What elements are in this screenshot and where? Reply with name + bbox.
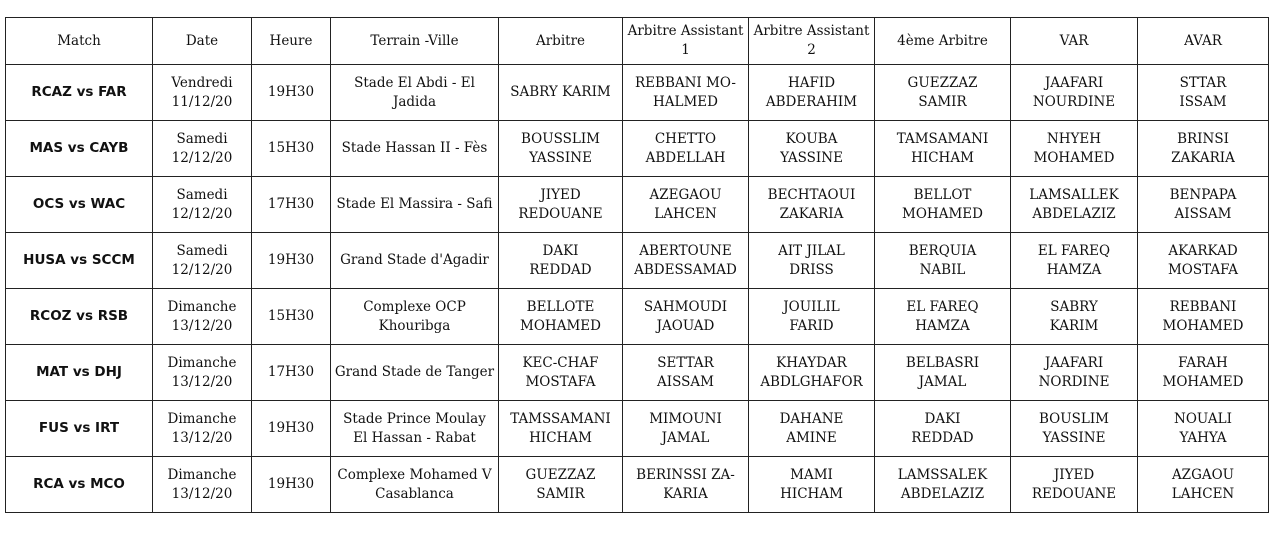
assistant-1-cell-line: ABDELLAH: [645, 149, 726, 166]
assistant-1-cell-line: SAHMOUDI: [643, 298, 728, 315]
assistant-1-cell-line: MIMOUNI: [649, 410, 722, 427]
table-row: [6, 401, 1269, 457]
assistant-2-cell-line: DRISS: [789, 261, 834, 278]
referee-cell: [499, 233, 623, 289]
header-var: VAR: [1011, 18, 1138, 65]
date-cell-line: 13/12/20: [171, 317, 233, 334]
assistant-1-cell-line: REBBANI MO-: [635, 74, 736, 91]
referee-cell-line: REDOUANE: [518, 205, 603, 222]
date-cell-line: 11/12/20: [171, 93, 233, 110]
var-cell-line: ABDELAZIZ: [1032, 205, 1116, 222]
fourth-official-cell-line: SAMIR: [918, 93, 967, 110]
assistant-2-cell: [749, 289, 875, 345]
fourth-official-cell-line: REDDAD: [911, 429, 974, 446]
assistant-2-cell-line: KHAYDAR: [776, 354, 847, 371]
var-cell-line: SABRY: [1050, 298, 1098, 315]
assistant-2-cell-line: BECHTAOUI: [767, 186, 856, 203]
venue-cell-line: Complexe OCP: [363, 298, 466, 315]
hour-cell: 17H30: [252, 177, 331, 233]
var-cell-line: KARIM: [1049, 317, 1099, 334]
var-cell-line: NHYEH: [1046, 130, 1102, 147]
var-cell-line: YASSINE: [1042, 429, 1106, 446]
date-cell-line: 13/12/20: [171, 429, 233, 446]
var-cell-line: NORDINE: [1038, 373, 1110, 390]
var-cell: [1011, 177, 1138, 233]
avar-cell-line: REBBANI: [1169, 298, 1237, 315]
referee-cell-line: REDDAD: [529, 261, 592, 278]
header-arbitre: Arbitre: [499, 18, 623, 65]
header-assistant-2-line2: 2: [807, 42, 816, 58]
venue-cell-line: Grand Stade de Tanger: [334, 364, 495, 380]
hour-cell: 15H30: [252, 121, 331, 177]
date-cell: [153, 457, 252, 513]
fourth-official-cell: [875, 401, 1011, 457]
fourth-official-cell: [875, 289, 1011, 345]
var-cell: [1011, 401, 1138, 457]
var-cell-line: REDOUANE: [1031, 485, 1117, 502]
avar-cell-line: BRINSI: [1177, 130, 1229, 147]
avar-cell-line: MOHAMED: [1162, 317, 1244, 334]
hour-cell: 19H30: [252, 457, 331, 513]
header-assistant-2: [749, 18, 875, 65]
var-cell-line: JAAFARI: [1044, 74, 1104, 91]
assistant-1-cell-line: LAHCEN: [654, 205, 717, 222]
assistant-1-cell-line: AISSAM: [657, 373, 714, 390]
var-cell: [1011, 289, 1138, 345]
var-cell-line: JAAFARI: [1044, 354, 1104, 371]
match-cell: FUS vs IRT: [6, 401, 153, 457]
date-cell: [153, 289, 252, 345]
assistant-1-cell-line: KARIA: [663, 485, 708, 502]
venue-cell-line: Stade El Abdi - El Jadida: [354, 74, 475, 110]
table-row: [6, 289, 1269, 345]
avar-cell-line: MOSTAFA: [1167, 261, 1239, 278]
assistant-2-cell-line: FARID: [789, 317, 834, 334]
assistant-2-cell-line: AIT JILAL: [778, 242, 845, 259]
assistant-2-cell: [749, 121, 875, 177]
assistant-1-cell-line: BERINSSI ZA-: [636, 466, 735, 483]
match-cell: MAT vs DHJ: [6, 345, 153, 401]
hour-cell: 19H30: [252, 233, 331, 289]
header-assistant-1-line1: Arbitre Assistant: [627, 23, 744, 39]
var-cell: [1011, 65, 1138, 121]
assistant-2-cell: [749, 177, 875, 233]
avar-cell: [1138, 401, 1269, 457]
referee-cell-line: JIYED: [540, 186, 581, 203]
header-terrain: Terrain -Ville: [331, 18, 499, 65]
referee-cell-line: YASSINE: [529, 149, 592, 166]
avar-cell-line: MOHAMED: [1162, 373, 1244, 390]
fourth-official-cell-line: HICHAM: [911, 149, 974, 166]
date-cell-line: 12/12/20: [171, 261, 233, 278]
assistant-1-cell: [623, 457, 749, 513]
venue-cell-line: Grand Stade d'Agadir: [340, 252, 489, 268]
avar-cell: [1138, 65, 1269, 121]
assistant-2-cell-line: MAMI: [790, 466, 833, 483]
avar-cell-line: YAHYA: [1179, 429, 1227, 446]
avar-cell-line: NOUALI: [1174, 410, 1232, 427]
avar-cell: [1138, 233, 1269, 289]
assistant-1-cell: [623, 345, 749, 401]
header-assistant-1-line2: 1: [681, 42, 690, 58]
header-assistant-2-line1: Arbitre Assistant: [753, 23, 870, 39]
assistant-1-cell: [623, 401, 749, 457]
header-date: Date: [153, 18, 252, 65]
assistant-1-cell: [623, 233, 749, 289]
assistant-2-cell-line: KOUBA: [785, 130, 838, 147]
date-cell-line: Samedi: [176, 130, 228, 147]
venue-cell-line: Khouribga: [378, 317, 451, 334]
var-cell-line: HAMZA: [1046, 261, 1102, 278]
var-cell-line: EL FAREQ: [1037, 242, 1111, 259]
table-row: [6, 121, 1269, 177]
match-cell: RCA vs MCO: [6, 457, 153, 513]
referee-cell: [499, 177, 623, 233]
hour-cell: 19H30: [252, 401, 331, 457]
fourth-official-cell-line: EL FAREQ: [906, 298, 979, 315]
var-cell-line: LAMSALLEK: [1029, 186, 1119, 203]
assistant-1-cell-line: ABERTOUNE: [639, 242, 732, 259]
date-cell-line: Samedi: [176, 186, 228, 203]
avar-cell: [1138, 457, 1269, 513]
referee-cell-line: BOUSSLIM: [521, 130, 600, 147]
var-cell: [1011, 457, 1138, 513]
referee-cell-line: SABRY KARIM: [510, 84, 611, 100]
var-cell: [1011, 233, 1138, 289]
fourth-official-cell-line: HAMZA: [915, 317, 970, 334]
fourth-official-cell: [875, 177, 1011, 233]
date-cell-line: 12/12/20: [171, 205, 233, 222]
var-cell: [1011, 345, 1138, 401]
avar-cell-line: AISSAM: [1174, 205, 1232, 222]
venue-cell-line: Stade El Massira - Safi: [336, 196, 493, 212]
table-row: [6, 177, 1269, 233]
referee-cell: [499, 345, 623, 401]
fourth-official-cell-line: LAMSSALEK: [897, 466, 988, 483]
venue-cell: [331, 289, 499, 345]
var-cell-line: MOHAMED: [1033, 149, 1115, 166]
fourth-official-cell: [875, 233, 1011, 289]
avar-cell-line: LAHCEN: [1171, 485, 1235, 502]
referee-cell: [499, 65, 623, 121]
date-cell-line: Vendredi: [171, 74, 233, 91]
avar-cell-line: FARAH: [1178, 354, 1228, 371]
assistant-1-cell-line: JAOUAD: [656, 317, 715, 334]
fourth-official-cell-line: ABDELAZIZ: [900, 485, 985, 502]
date-cell: [153, 121, 252, 177]
assistant-2-cell-line: ABDERAHIM: [765, 93, 858, 110]
date-cell: [153, 233, 252, 289]
date-cell-line: 12/12/20: [171, 149, 233, 166]
assistant-2-cell-line: HICHAM: [780, 485, 843, 502]
var-cell-line: JIYED: [1053, 466, 1095, 483]
avar-cell-line: AKARKAD: [1168, 242, 1238, 259]
assistant-2-cell: [749, 345, 875, 401]
venue-cell: [331, 233, 499, 289]
avar-cell-line: ZAKARIA: [1171, 149, 1235, 166]
fourth-official-cell-line: GUEZZAZ: [907, 74, 978, 91]
assistant-1-cell: [623, 121, 749, 177]
assistant-2-cell-line: DAHANE: [779, 410, 844, 427]
referee-cell: [499, 121, 623, 177]
date-cell-line: Dimanche: [167, 298, 237, 315]
fourth-official-cell-line: BELBASRI: [905, 354, 980, 371]
venue-cell: [331, 177, 499, 233]
assistant-1-cell-line: ABDESSAMAD: [634, 261, 737, 278]
header-assistant-1: [623, 18, 749, 65]
date-cell-line: Dimanche: [167, 466, 237, 483]
referee-cell-line: GUEZZAZ: [525, 466, 596, 483]
date-cell-line: Dimanche: [167, 354, 237, 371]
assistant-1-cell-line: AZEGAOU: [649, 186, 722, 203]
fourth-official-cell: [875, 345, 1011, 401]
var-cell-line: BOUSLIM: [1039, 410, 1109, 427]
date-cell-line: Dimanche: [167, 410, 237, 427]
assistant-2-cell-line: ABDLGHAFOR: [760, 373, 863, 390]
table-row: [6, 457, 1269, 513]
venue-cell-line: Casablanca: [375, 485, 454, 502]
referee-cell-line: BELLOTE: [526, 298, 595, 315]
date-cell-line: 13/12/20: [171, 485, 233, 502]
referee-cell-line: DAKI: [542, 242, 579, 259]
avar-cell: [1138, 121, 1269, 177]
referee-cell: [499, 289, 623, 345]
assistant-1-cell-line: HALMED: [653, 93, 718, 110]
assistant-2-cell-line: AMINE: [786, 429, 837, 446]
assistant-1-cell-line: JAMAL: [661, 429, 710, 446]
avar-cell-line: STTAR: [1179, 74, 1227, 91]
fourth-official-cell-line: MOHAMED: [902, 205, 983, 222]
table-row: [6, 233, 1269, 289]
referee-cell-line: KEC-CHAF: [522, 354, 599, 371]
venue-cell: [331, 401, 499, 457]
match-cell: MAS vs CAYB: [6, 121, 153, 177]
assistant-1-cell: [623, 289, 749, 345]
date-cell: [153, 401, 252, 457]
date-cell-line: Samedi: [176, 242, 228, 259]
referee-schedule-table: [5, 17, 1269, 513]
avar-cell: [1138, 345, 1269, 401]
fourth-official-cell-line: JAMAL: [918, 373, 967, 390]
avar-cell: [1138, 177, 1269, 233]
fourth-official-cell-line: DAKI: [924, 410, 961, 427]
match-cell: RCAZ vs FAR: [6, 65, 153, 121]
var-cell-line: NOURDINE: [1032, 93, 1116, 110]
header-avar: AVAR: [1138, 18, 1269, 65]
fourth-official-cell-line: BERQUIA: [908, 242, 977, 259]
match-cell: RCOZ vs RSB: [6, 289, 153, 345]
date-cell: [153, 65, 252, 121]
venue-cell: [331, 345, 499, 401]
assistant-2-cell: [749, 65, 875, 121]
referee-cell-line: MOSTAFA: [525, 373, 596, 390]
date-cell: [153, 345, 252, 401]
date-cell: [153, 177, 252, 233]
venue-cell-line: Stade Prince Moulay: [343, 410, 486, 427]
assistant-2-cell: [749, 401, 875, 457]
fourth-official-cell-line: TAMSAMANI: [896, 130, 989, 147]
fourth-official-cell: [875, 65, 1011, 121]
header-heure: Heure: [252, 18, 331, 65]
assistant-2-cell-line: HAFID: [787, 74, 836, 91]
venue-cell-line: El Hassan - Rabat: [353, 429, 476, 446]
referee-cell: [499, 401, 623, 457]
hour-cell: 17H30: [252, 345, 331, 401]
avar-cell-line: ISSAM: [1179, 93, 1227, 110]
assistant-2-cell-line: ZAKARIA: [779, 205, 844, 222]
assistant-1-cell: [623, 177, 749, 233]
header-match: Match: [6, 18, 153, 65]
assistant-1-cell: [623, 65, 749, 121]
date-cell-line: 13/12/20: [171, 373, 233, 390]
var-cell: [1011, 121, 1138, 177]
hour-cell: 15H30: [252, 289, 331, 345]
match-cell: OCS vs WAC: [6, 177, 153, 233]
table-row: [6, 65, 1269, 121]
fourth-official-cell: [875, 121, 1011, 177]
fourth-official-cell: [875, 457, 1011, 513]
referee-cell: [499, 457, 623, 513]
venue-cell: [331, 65, 499, 121]
assistant-2-cell-line: JOUILIL: [783, 298, 840, 315]
referee-cell-line: TAMSSAMANI: [510, 410, 611, 427]
fourth-official-cell-line: BELLOT: [913, 186, 972, 203]
venue-cell-line: Stade Hassan II - Fès: [341, 140, 488, 156]
avar-cell-line: AZGAOU: [1171, 466, 1235, 483]
table-row: [6, 345, 1269, 401]
header-quatrieme-arbitre: 4ème Arbitre: [875, 18, 1011, 65]
referee-cell-line: SAMIR: [536, 485, 585, 502]
referee-cell-line: HICHAM: [529, 429, 592, 446]
venue-cell: [331, 121, 499, 177]
hour-cell: 19H30: [252, 65, 331, 121]
venue-cell: [331, 457, 499, 513]
venue-cell-line: Complexe Mohamed V: [337, 466, 492, 483]
header-row: [6, 18, 1269, 65]
referee-cell-line: MOHAMED: [520, 317, 601, 334]
fourth-official-cell-line: NABIL: [919, 261, 966, 278]
avar-cell: [1138, 289, 1269, 345]
assistant-1-cell-line: SETTAR: [657, 354, 714, 371]
assistant-2-cell-line: YASSINE: [780, 149, 843, 166]
match-cell: HUSA vs SCCM: [6, 233, 153, 289]
avar-cell-line: BENPAPA: [1169, 186, 1237, 203]
schedule-body: [6, 65, 1269, 513]
assistant-2-cell: [749, 457, 875, 513]
assistant-2-cell: [749, 233, 875, 289]
assistant-1-cell-line: CHETTO: [654, 130, 717, 147]
